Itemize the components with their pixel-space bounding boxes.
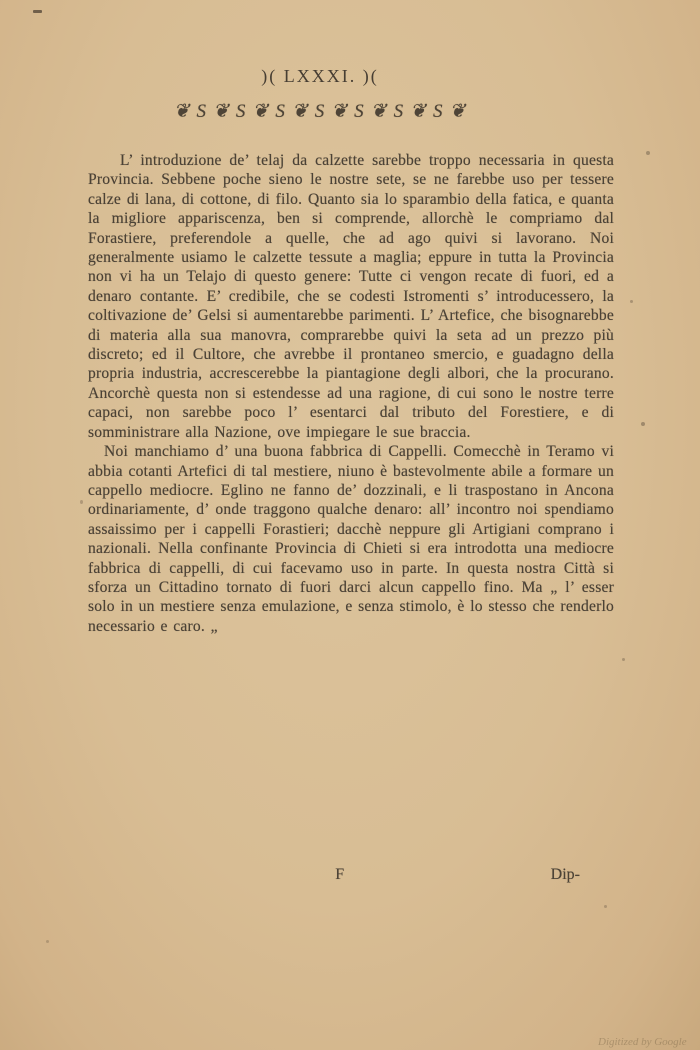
paper-speck <box>622 658 625 661</box>
ornament-band-icon: ❦S❦S❦S❦S❦S❦S❦S❦ <box>173 101 473 122</box>
footer-line <box>88 866 614 886</box>
paragraph-stockings: L’ introduzione de’ telaj da calzette sarebbe troppo necessaria in questa Provincia. Sebbene poche sieno le nostre sete, se ne farebbe uso per tessere calze di lana, di cottone, di filo. Quanto sia lo sparambio della fatica, e quanta la migliore appariscenza, ben si comprende, allorchè le compriamo dal Forastiere, preferendole a quelle, che ad ago quivi si lavorano. Noi generalmente usiamo le calzette tessute a maglia; eppure in tutta la Provincia non vi ha un Telajo di questo genere: Tutte ci vengon recate di fuori, ed a denaro contante. E’ credibile, che se codesti Istromenti s’ introducessero, la coltivazione de’ Gelsi si aumentarebbe parimenti. L’ Artefice, che bisognarebbe di materia alla sua manovra, comprarebbe quivi la seta ad un prezzo più discreto; ed il Cultore, che avrebbe il prontaneo smercio, e guadagno della propria industria, accrescerebbe la piantagione degli albori, che la procurano. Ancorchè questa non si estendesse ad una ragione, di cui sono le nostre terre capaci, non sarebbe poco l’ esentarci dal tributo del Forestiere, e di somministrare alla Nazione, ove impiegare le sue braccia. <box>88 152 614 441</box>
signature-mark: F <box>335 866 345 883</box>
catchword: Dip- <box>550 866 580 883</box>
paragraph-hats: Noi manchiamo d’ una buona fabbrica di Cappelli. Comecchè in Teramo vi abbia cotanti Artefici di tal mestiere, niuno è bastevolmente abile a formare un cappello mediocre. Eglino ne fanno de’ dozzinali, e li traspostano in Ancona ordinariamente, d’ onde traggono qualche denaro: all’ incontro noi spendiamo assaissimo per i cappelli Forastieri; dacchè neppure gli Artigiani comprano i nazionali. Nella confinante Provincia di Chieti si era introdotta una mediocre fabbrica di cappelli, di cui facevamo uso in parte. In questa nostra Città si sforza un Cittadino tornato di fuori darci alcun cappello fino. Ma „ l’ esser solo in un mestiere senza emulazione, e senza stimolo, è lo stesso che renderlo necessario e caro. „ <box>88 443 614 635</box>
paper-speck <box>80 500 83 504</box>
watermark: Digitized by Google <box>598 1036 687 1048</box>
paper-speck <box>46 940 49 943</box>
paper-speck <box>641 422 645 426</box>
paper-speck <box>33 10 42 13</box>
body-text <box>88 151 614 636</box>
paper-speck <box>630 300 633 303</box>
paper-speck <box>604 905 607 908</box>
page-number-header: )( LXXXI. )( <box>261 66 379 86</box>
paper-speck <box>646 151 650 155</box>
